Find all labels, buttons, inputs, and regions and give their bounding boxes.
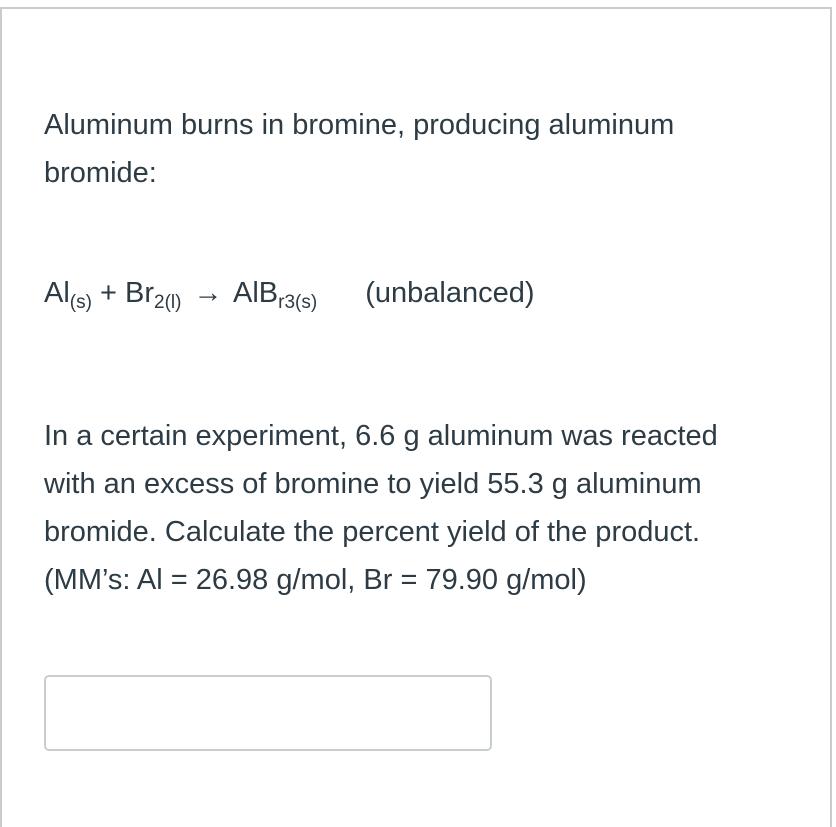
intro-line-2: bromide: xyxy=(44,157,157,189)
intro-line-1: Aluminum burns in bromine, producing aluminum xyxy=(44,109,675,141)
reactant-br: Br xyxy=(125,277,155,309)
reactant-al-state: (s) xyxy=(69,292,92,313)
question-body xyxy=(44,412,804,604)
product-subscript: r3(s) xyxy=(278,292,318,313)
product-albr: AlB xyxy=(233,277,279,309)
body-line-3: bromide. Calculate the percent yield of the product. xyxy=(44,516,701,548)
body-line-2: with an excess of bromine to yield 55.3 g aluminum xyxy=(44,468,702,500)
unbalanced-note: (unbalanced) xyxy=(365,277,535,309)
reactant-al: Al xyxy=(44,277,70,309)
question-intro xyxy=(44,101,804,197)
body-line-1: In a certain experiment, 6.6 g aluminum was reacted xyxy=(44,420,718,452)
plus-sign: + xyxy=(100,277,117,309)
chemical-equation xyxy=(44,269,804,317)
answer-input[interactable] xyxy=(44,675,492,751)
reactant-br-subscript: 2(l) xyxy=(154,292,182,313)
reaction-arrow: → xyxy=(193,277,223,309)
body-line-4: (MM’s: Al = 26.98 g/mol, Br = 79.90 g/mol) xyxy=(44,564,587,596)
question-card xyxy=(0,7,832,827)
